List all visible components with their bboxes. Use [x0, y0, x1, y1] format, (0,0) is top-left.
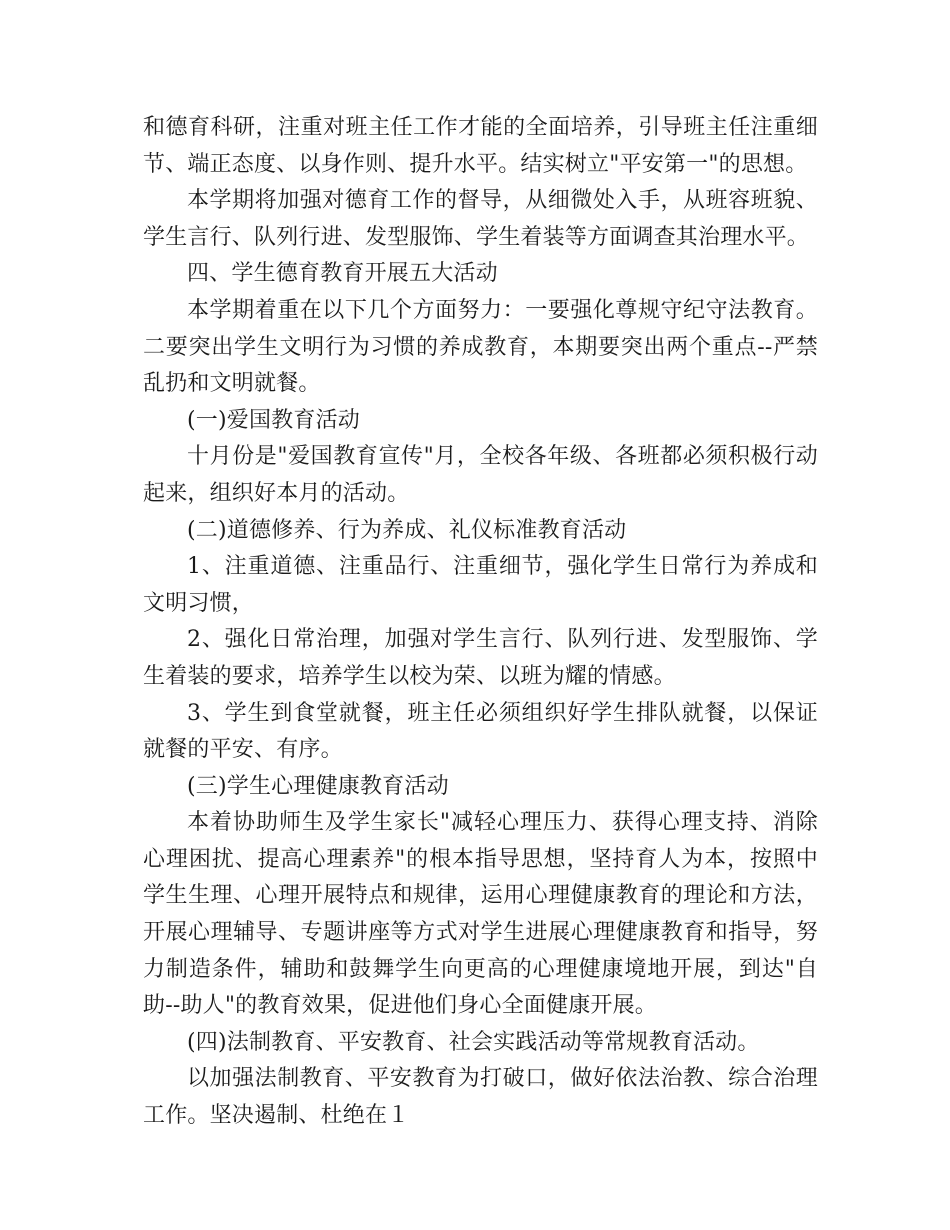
subheading-2: (二)道德修养、行为养成、礼仪标准教育活动 [187, 517, 627, 543]
list-item-1: 1、注重道德、注重品行、注重细节，强化学生日常行为养成和文明习惯， [143, 554, 818, 616]
document-body [143, 110, 818, 1135]
list-item-2: 2、强化日常治理，加强对学生言行、队列行进、发型服饰、学生着装的要求，培养学生以校为荣、以班为耀的情感。 [143, 627, 818, 689]
paragraph-6: 以加强法制教育、平安教育为打破口，做好依法治教、综合治理工作。坚决遏制、杜绝在１ [143, 1066, 818, 1129]
paragraph-4: 十月份是"爱国教育宣传"月，全校各年级、各班都必须积极行动起来，组织好本月的活动。 [143, 444, 818, 506]
subheading-1: (一)爱国教育活动 [187, 407, 360, 433]
paragraph-5: 本着协助师生及学生家长"减轻心理压力、获得心理支持、消除心理困扰、提高心理素养"的根本指导思想，坚持育人为本，按照中学生生理、心理开展特点和规律，运用心理健康教育的理论和方法，开展心理辅导、专题讲座等方式对学生进展心理健康教育和指导，努力制造条件，辅助和鼓舞学生向更高的心理健康境地开展，到达"自助--助人"的教育效果，促进他们身心全面健康开展。 [143, 810, 818, 1019]
list-item-3: 3、学生到食堂就餐，班主任必须组织好学生排队就餐，以保证就餐的平安、有序。 [143, 700, 818, 763]
section-heading-4: 四、学生德育教育开展五大活动 [187, 261, 498, 287]
paragraph-3: 本学期着重在以下几个方面努力：一要强化尊规守纪守法教育。二要突出学生文明行为习惯的养成教育，本期要突出两个重点--严禁乱扔和文明就餐。 [143, 297, 818, 397]
subheading-4: (四)法制教育、平安教育、社会实践活动等常规教育活动。 [187, 1029, 760, 1055]
paragraph-2: 本学期将加强对德育工作的督导，从细微处入手，从班容班貌、学生言行、队列行进、发型服饰、学生着装等方面调查其治理水平。 [143, 188, 818, 250]
paragraph-1: 和德育科研，注重对班主任工作才能的全面培养，引导班主任注重细节、端正态度、以身作则、提升水平。结实树立"平安第一"的思想。 [143, 115, 818, 177]
subheading-3: (三)学生心理健康教育活动 [187, 773, 449, 799]
